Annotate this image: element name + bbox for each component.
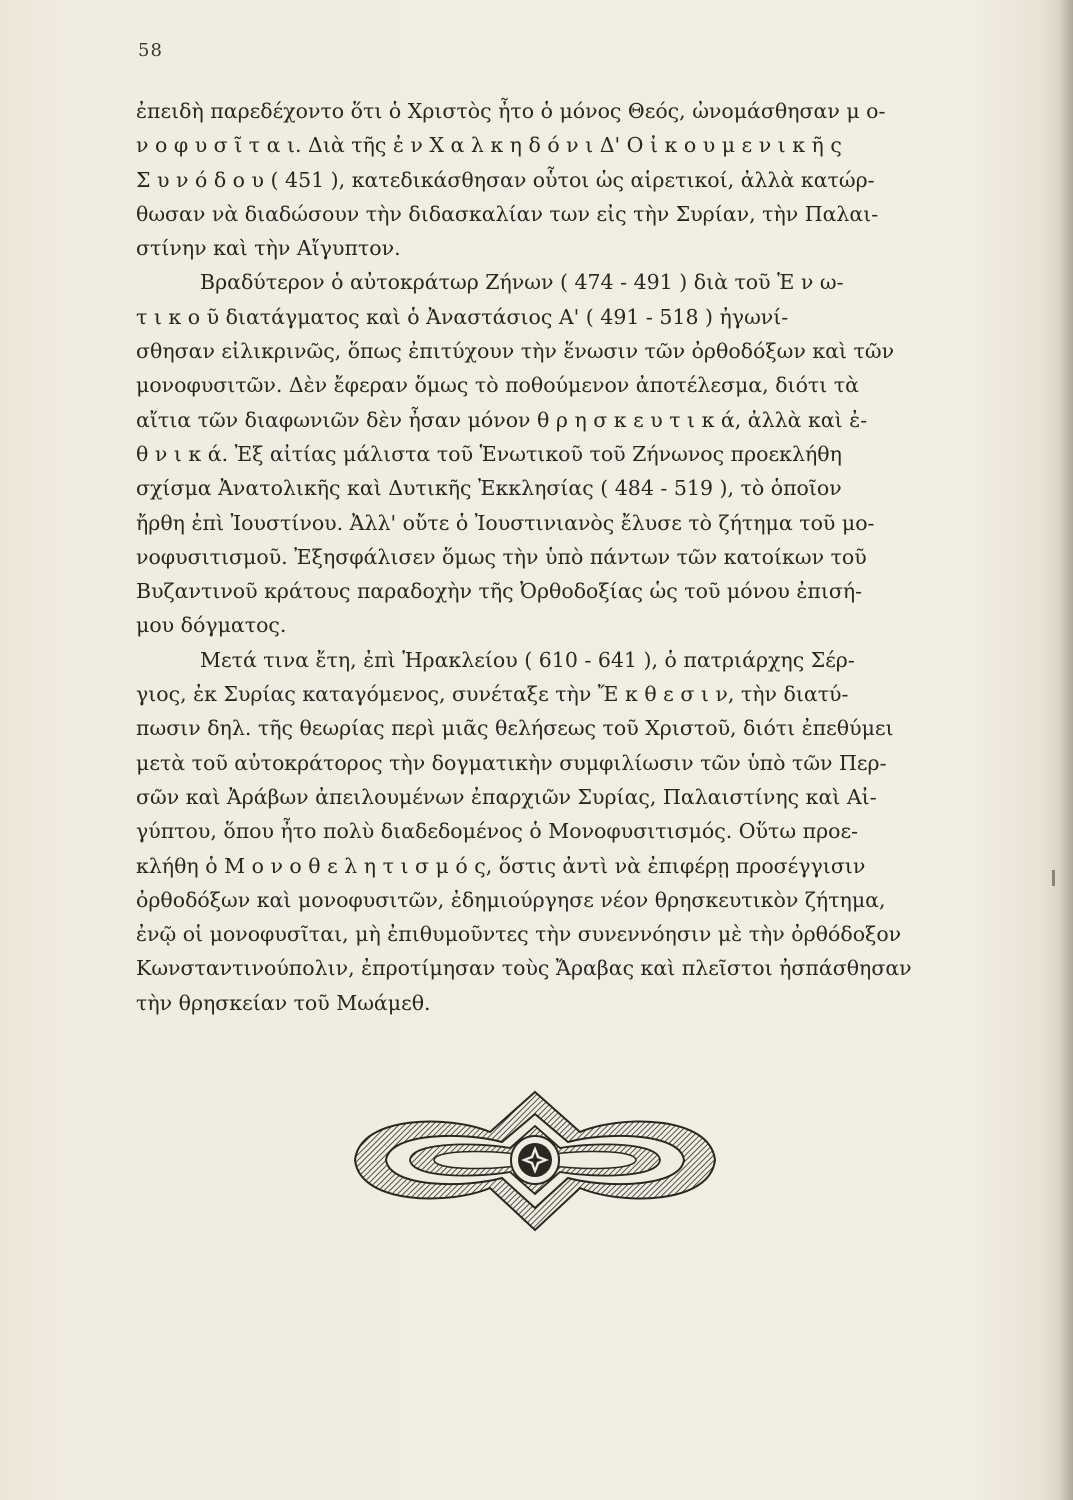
paragraph-start-line: Βραδύτερον ὁ αὐτοκράτωρ Ζήνων ( 474 - 491 ) διὰ τοῦ Ἑ ν ω- <box>200 270 844 295</box>
text-line: σχίσμα Ἀνατολικῆς καὶ Δυτικῆς Ἐκκλησίας ( 484 - 519 ), τὸ ὁποῖον <box>136 476 842 501</box>
text-line: τ ι κ ο ῦ διατάγματος καὶ ὁ Ἀναστάσιος Α' ( 491 - 518 ) ἠγωνί- <box>136 304 789 329</box>
text-line: αἴτια τῶν διαφωνιῶν δὲν ἦσαν μόνον θ ρ η σ κ ε υ τ ι κ ά, ἀλλὰ καὶ ἐ- <box>136 407 868 432</box>
text-line: μονοφυσιτῶν. Δὲν ἔφεραν ὅμως τὸ ποθούμενον ἀποτέλεσμα, διότι τὰ <box>136 373 859 398</box>
body-text <box>136 94 962 1020</box>
binding-shadow <box>1059 0 1073 1500</box>
text-line: ὀρθοδόξων καὶ μονοφυσιτῶν, ἐδημιούργησε νέον θρησκευτικὸν ζήτημα, <box>136 887 886 912</box>
text-line: σθησαν εἰλικρινῶς, ὅπως ἐπιτύχουν τὴν ἕνωσιν τῶν ὀρθοδόξων καὶ τῶν <box>136 339 895 364</box>
text-line: πωσιν δηλ. τῆς θεωρίας περὶ μιᾶς θελήσεως τοῦ Χριστοῦ, διότι ἐπεθύμει <box>136 716 894 741</box>
text-line: Κωνσταντινούπολιν, ἐπροτίμησαν τοὺς Ἄραβας καὶ πλεῖστοι ἠσπάσθησαν <box>136 956 912 981</box>
paragraph-start-line: Μετά τινα ἔτη, ἐπὶ Ἡρακλείου ( 610 - 641 ), ὁ πατριάρχης Σέρ- <box>200 647 855 672</box>
text-line: μου δόγματος. <box>136 613 287 638</box>
text-line: κλήθη ὁ Μ ο ν ο θ ε λ η τ ι σ μ ό ς, ὅστις ἀντὶ νὰ ἐπιφέρῃ προσέγγισιν <box>136 853 866 878</box>
edge-mark <box>1052 870 1055 886</box>
text-line: σῶν καὶ Ἀράβων ἀπειλουμένων ἐπαρχιῶν Συρίας, Παλαιστίνης καὶ Αἰ- <box>136 784 877 809</box>
text-line: ἐνῷ οἱ μονοφυσῖται, μὴ ἐπιθυμοῦντες τὴν συνεννόησιν μὲ τὴν ὀρθόδοξον <box>136 922 902 947</box>
text-line: θ ν ι κ ά. Ἐξ αἰτίας μάλιστα τοῦ Ἑνωτικοῦ τοῦ Ζήνωνος προεκλήθη <box>136 441 842 466</box>
text-line: Βυζαντινοῦ κράτους παραδοχὴν τῆς Ὀρθοδοξίας ὡς τοῦ μόνου ἐπισή- <box>136 579 863 604</box>
text-line: γύπτου, ὅπου ἦτο πολὺ διαδεδομένος ὁ Μονοφυσιτισμός. Οὕτω προε- <box>136 819 859 844</box>
text-line: ν ο φ υ σ ῖ τ α ι. Διὰ τῆς ἐ ν Χ α λ κ η δ ό ν ι Δ' Ο ἰ κ ο υ μ ε ν ι κ ῆ ς <box>136 133 842 158</box>
text-line: θωσαν νὰ διαδώσουν τὴν διδασκαλίαν των εἰς τὴν Συρίαν, τὴν Παλαι- <box>136 201 879 226</box>
text-line: στίνην καὶ τὴν Αἴγυπτον. <box>136 236 401 261</box>
page-number: 58 <box>138 40 163 61</box>
text-line: γιος, ἐκ Συρίας καταγόμενος, συνέταξε τὴν Ἔ κ θ ε σ ι ν, τὴν διατύ- <box>136 682 849 707</box>
text-line: νοφυσιτισμοῦ. Ἐξησφάλισεν ὅμως τὴν ὑπὸ πάντων τῶν κατοίκων τοῦ <box>136 544 867 569</box>
text-line: τὴν θρησκείαν τοῦ Μωάμεθ. <box>136 990 431 1015</box>
text-line: Σ υ ν ό δ ο υ ( 451 ), κατεδικάσθησαν οὗτοι ὡς αἱρετικοί, ἀλλὰ κατώρ- <box>136 167 875 192</box>
text-line: μετὰ τοῦ αὐτοκράτορος τὴν δογματικὴν συμφιλίωσιν τῶν ὑπὸ τῶν Περ- <box>136 750 887 775</box>
text-line: ἤρθη ἐπὶ Ἰουστίνου. Ἀλλ' οὔτε ὁ Ἰουστινιανὸς ἔλυσε τὸ ζήτημα τοῦ μο- <box>136 510 875 535</box>
byzantine-knot-ornament-icon <box>330 1080 740 1240</box>
text-line: ἐπειδὴ παρεδέχοντο ὅτι ὁ Χριστὸς ἦτο ὁ μόνος Θεός, ὠνομάσθησαν μ ο- <box>136 99 886 123</box>
